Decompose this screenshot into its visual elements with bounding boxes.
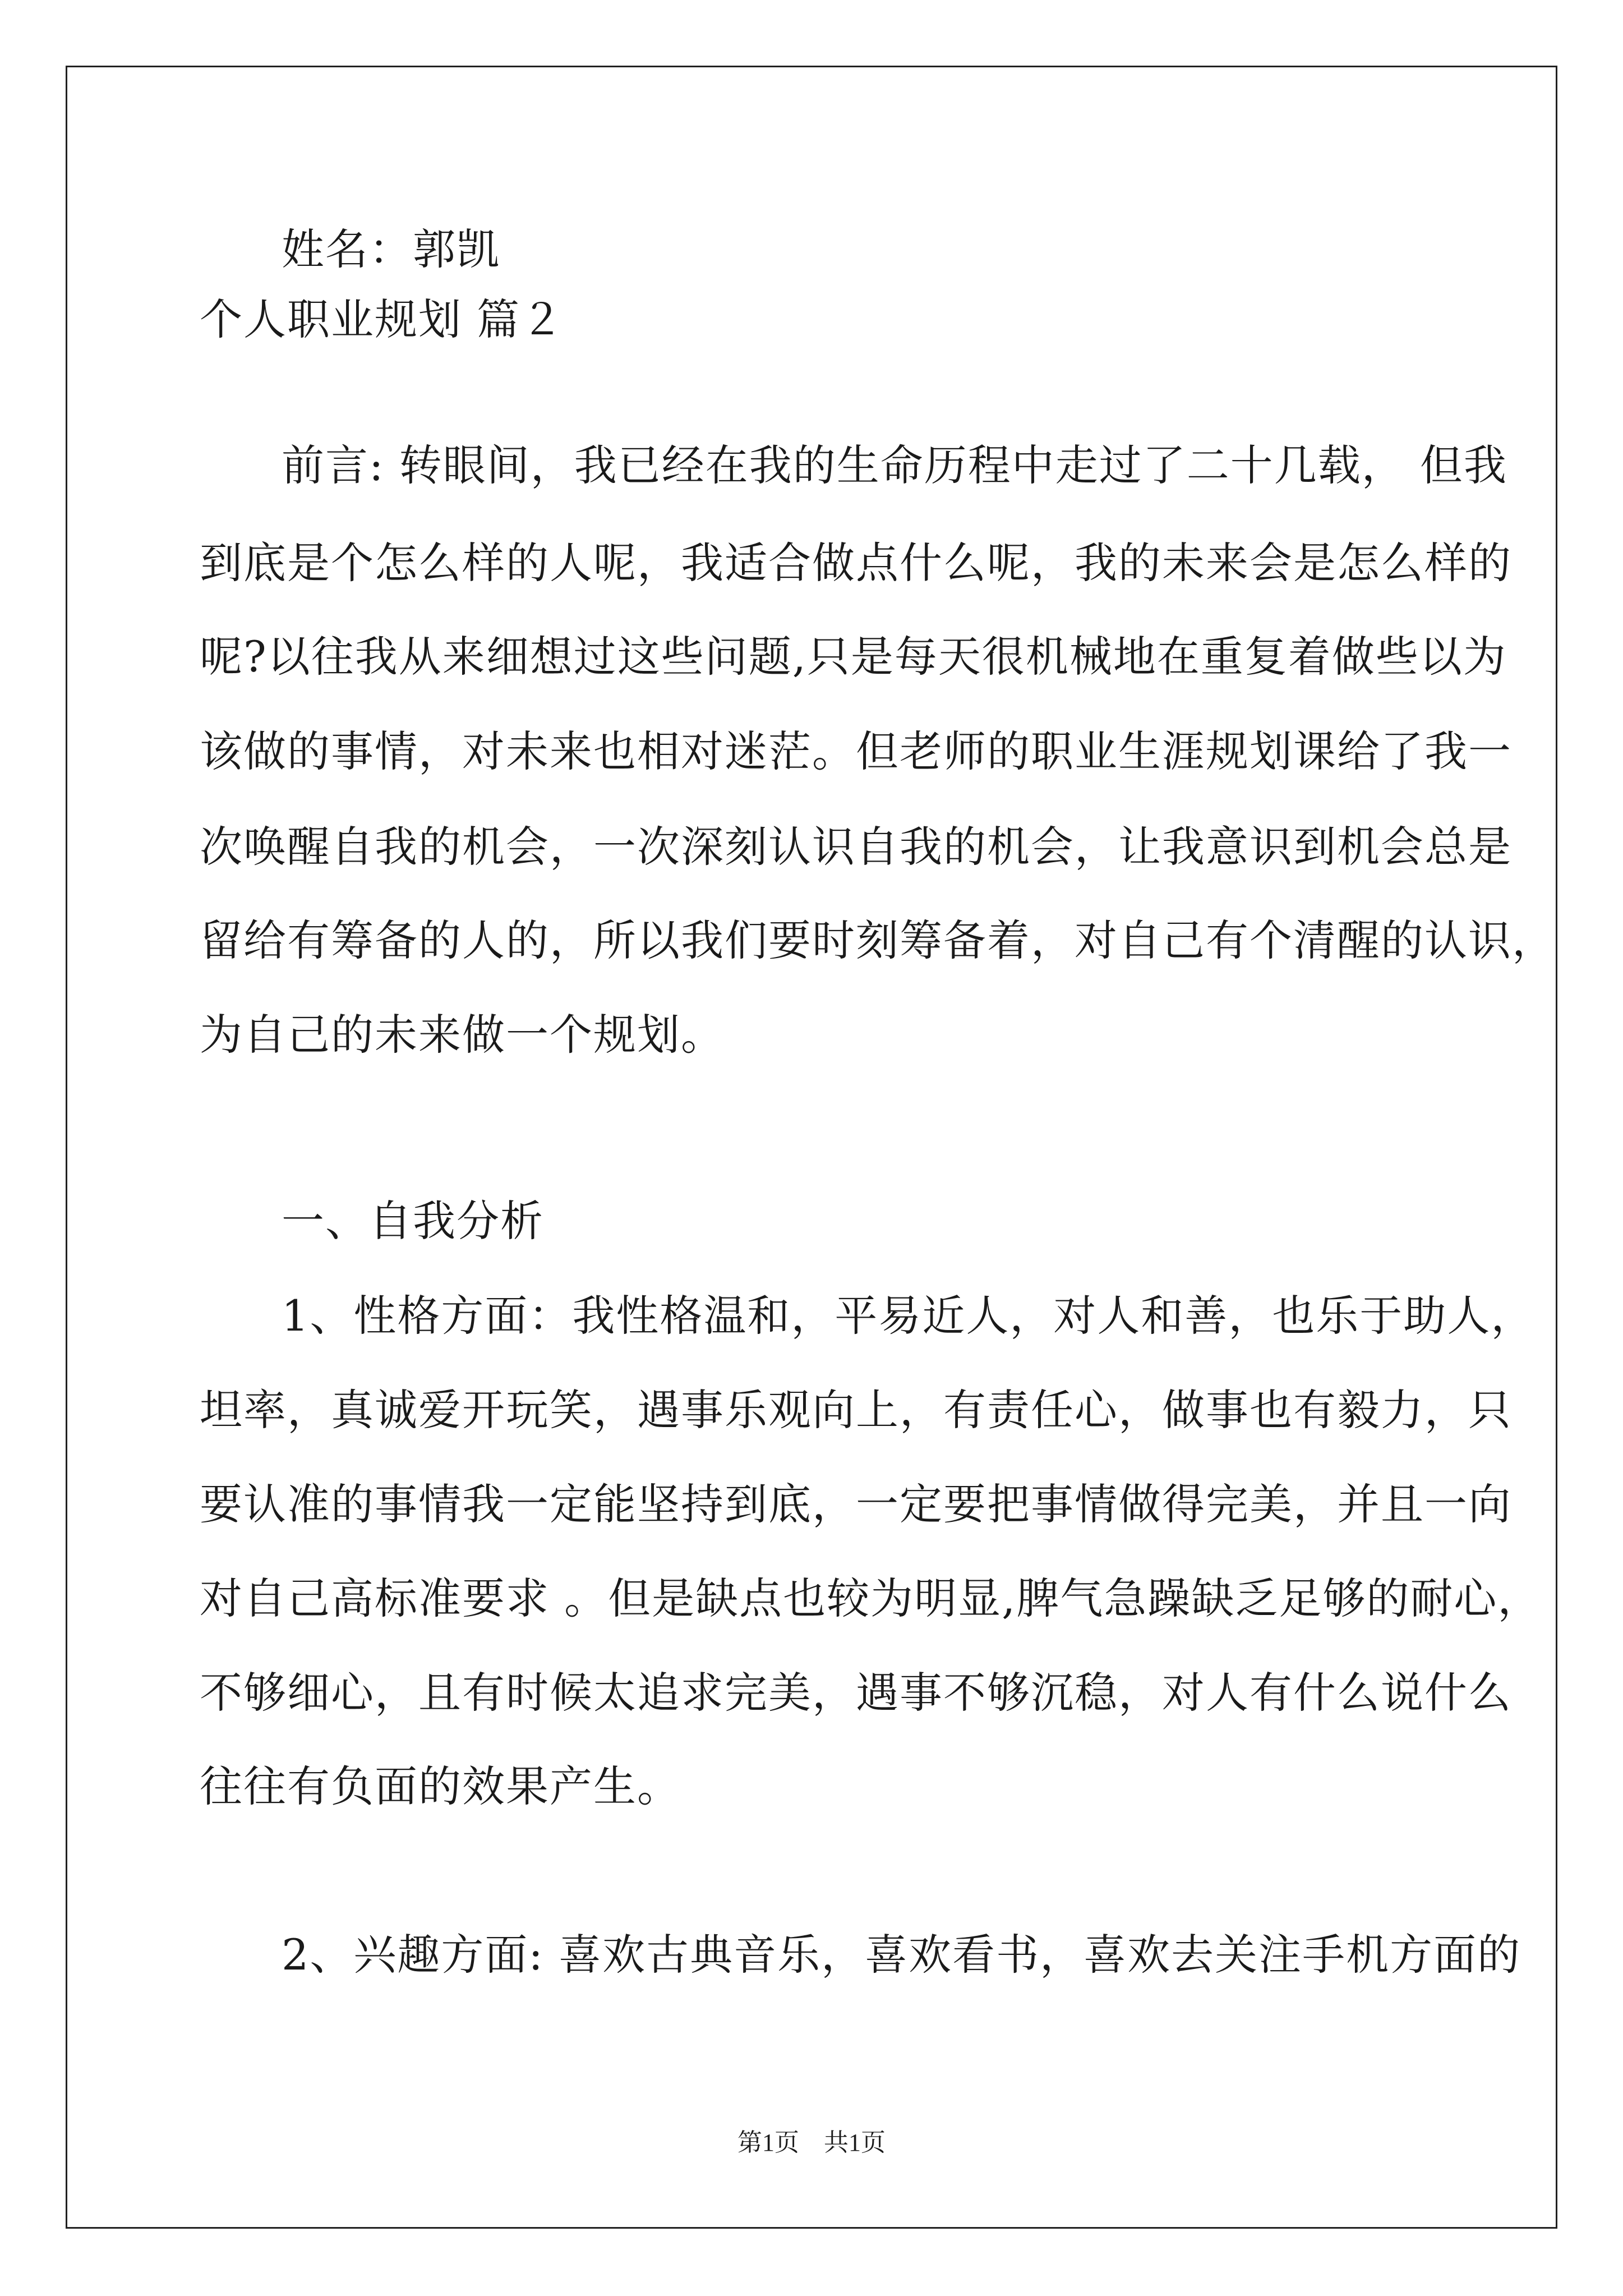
page-number-footer: 第1页 共1页 xyxy=(737,2129,886,2156)
paragraph-line: 不够细心，且有时候太追求完美，遇事不够沉稳，对人有什么说什么 xyxy=(200,1668,1512,1718)
paragraph-line: 次唤醒自我的机会，一次深刻认识自我的机会，让我意识到机会总是 xyxy=(200,822,1512,872)
paragraph-line: 往往有负面的效果产生。 xyxy=(200,1761,681,1811)
paragraph-line: 该做的事情，对未来也相对迷茫。但老师的职业生涯规划课给了我一 xyxy=(200,726,1512,776)
heading-self-analysis: 一、自我分析 xyxy=(282,1196,544,1246)
author-name-line: 姓名：郭凯 xyxy=(282,224,500,274)
paragraph-line: 到底是个怎么样的人呢，我适合做点什么呢，我的未来会是怎么样的 xyxy=(200,538,1512,588)
paragraph-line: 要认准的事情我一定能坚持到底，一定要把事情做得完美，并且一向 xyxy=(200,1479,1512,1529)
section-title: 个人职业规划 篇２ xyxy=(200,295,565,344)
paragraph-line: 坦率，真诚爱开玩笑，遇事乐观向上，有责任心，做事也有毅力，只 xyxy=(200,1385,1512,1435)
page-border xyxy=(66,66,1557,2229)
paragraph-line: 呢?以往我从来细想过这些问题,只是每天很机械地在重复着做些以为 xyxy=(200,632,1507,682)
paragraph-line: 2、兴趣方面: 喜欢古典音乐，喜欢看书，喜欢去关注手机方面的 xyxy=(282,1930,1521,1980)
paragraph-line: 对自己高标准要求 。但是缺点也较为明显,脾气急躁缺乏足够的耐心， xyxy=(200,1573,1542,1623)
paragraph-line: 前言: 转眼间，我已经在我的生命历程中走过了二十几载， 但我 xyxy=(282,440,1507,490)
paragraph-line: 留给有筹备的人的，所以我们要时刻筹备着，对自己有个清醒的认识， xyxy=(200,915,1556,965)
paragraph-line: 为自己的未来做一个规划。 xyxy=(200,1010,725,1060)
paragraph-line: 1、性格方面：我性格温和，平易近人，对人和善，也乐于助人， xyxy=(282,1291,1535,1341)
